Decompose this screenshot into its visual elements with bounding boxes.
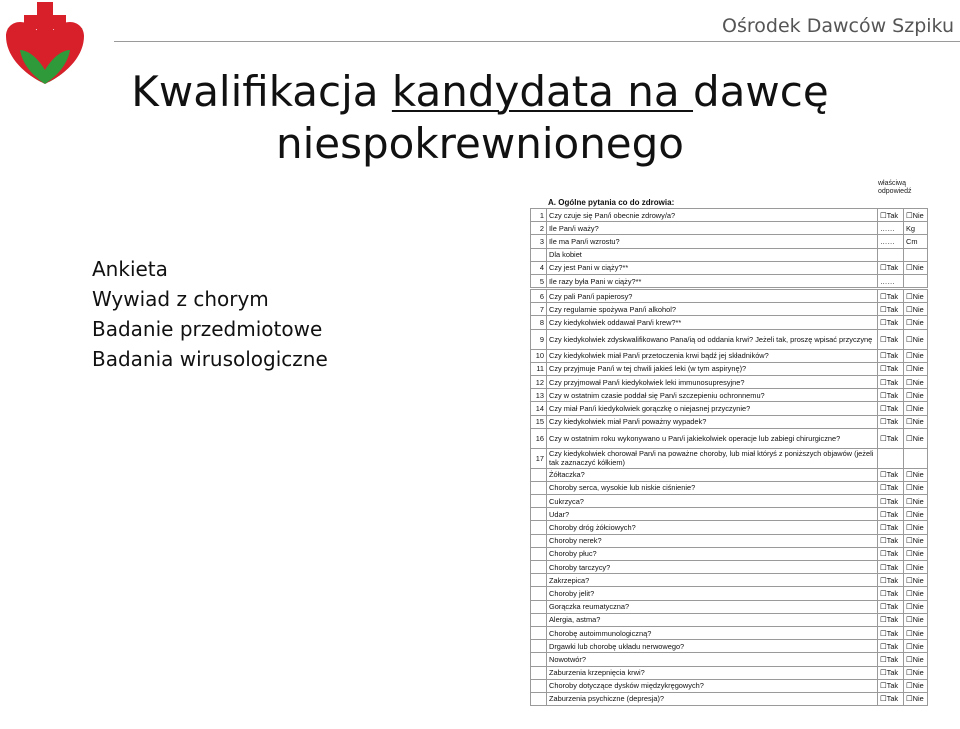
question-row — [531, 534, 928, 547]
question-text: Ile razy była Pani w ciąży?** — [547, 274, 878, 287]
question-row — [531, 600, 928, 613]
section-title: A. Ogólne pytania co do zdrowia: — [548, 198, 675, 207]
question-number — [531, 547, 547, 560]
answer-no-option[interactable]: ☐Nie — [904, 679, 928, 692]
answer-no-option[interactable]: ☐Nie — [904, 375, 928, 388]
question-row — [531, 389, 928, 402]
question-number — [531, 653, 547, 666]
answer-no-option[interactable]: ☐Nie — [904, 481, 928, 494]
answer-yes-option[interactable]: ☐Tak — [878, 375, 904, 388]
answer-no-option[interactable]: ☐Nie — [904, 561, 928, 574]
answer-no-option[interactable]: ☐Nie — [904, 653, 928, 666]
question-text: Ile ma Pan/i wzrostu? — [547, 235, 878, 248]
answer-no-option[interactable]: ☐Nie — [904, 547, 928, 560]
question-number — [531, 521, 547, 534]
answer-yes-option[interactable]: ☐Tak — [878, 587, 904, 600]
question-number — [531, 561, 547, 574]
answer-no-option[interactable]: ☐Nie — [904, 587, 928, 600]
question-text: Ile Pan/i waży? — [547, 222, 878, 235]
question-number: 6 — [531, 290, 547, 303]
questions-table-part-1 — [530, 208, 928, 288]
question-number: 5 — [531, 274, 547, 287]
answer-no-option[interactable]: ☐Nie — [904, 495, 928, 508]
answer-yes-option[interactable]: ☐Tak — [878, 415, 904, 428]
answer-yes-option[interactable]: ☐Tak — [878, 468, 904, 481]
question-text: Choroby dotyczące dysków międzykręgowych? — [547, 679, 878, 692]
bullet-item: Wywiad z chorym — [92, 287, 269, 311]
question-row — [531, 587, 928, 600]
org-name: Ośrodek Dawców Szpiku — [722, 15, 954, 37]
question-number — [531, 666, 547, 679]
answer-yes-option[interactable]: ☐Tak — [878, 495, 904, 508]
answer-yes-option[interactable]: ☐Tak — [878, 303, 904, 316]
answer-no-option: Kg — [904, 222, 928, 235]
question-row — [531, 508, 928, 521]
question-row — [531, 274, 928, 287]
question-row — [531, 574, 928, 587]
question-number: 9 — [531, 329, 547, 349]
question-number — [531, 692, 547, 705]
answer-no-option[interactable]: ☐Nie — [904, 349, 928, 362]
answer-no-option[interactable]: ☐Nie — [904, 508, 928, 521]
answer-no-option[interactable]: ☐Nie — [904, 316, 928, 329]
answer-yes-option: …… — [878, 274, 904, 287]
answer-yes-option: …… — [878, 235, 904, 248]
heart-cross-logo-icon — [0, 0, 90, 86]
caption-line: właściwą — [878, 180, 907, 187]
answer-yes-option[interactable]: ☐Tak — [878, 521, 904, 534]
logo — [0, 0, 90, 86]
question-text: Chorobę autoimmunologiczną? — [547, 626, 878, 639]
question-row — [531, 495, 928, 508]
question-text: Zaburzenia psychiczne (depresja)? — [547, 692, 878, 705]
question-text: Czy kiedykolwiek oddawał Pan/i krew?** — [547, 316, 878, 329]
question-text: Czy w ostatnim roku wykonywano u Pan/i jakiekolwiek operacje lub zabiegi chirurgiczne? — [547, 428, 878, 448]
title-part-1: Kwalifikacja — [131, 67, 392, 116]
answer-no-option — [904, 448, 928, 468]
answer-no-option[interactable]: ☐Nie — [904, 574, 928, 587]
question-text: Czy przyjmuje Pan/i w tej chwili jakieś leki (w tym aspirynę)? — [547, 362, 878, 375]
question-number: 3 — [531, 235, 547, 248]
question-number: 10 — [531, 349, 547, 362]
question-row — [531, 666, 928, 679]
answer-yes-option[interactable]: ☐Tak — [878, 508, 904, 521]
question-number — [531, 587, 547, 600]
question-row — [531, 653, 928, 666]
question-row — [531, 521, 928, 534]
question-row — [531, 329, 928, 349]
question-row — [531, 561, 928, 574]
answer-yes-option[interactable]: ☐Tak — [878, 600, 904, 613]
answer-yes-option[interactable]: ☐Tak — [878, 316, 904, 329]
question-number: 1 — [531, 209, 547, 222]
answer-yes-option[interactable]: ☐Tak — [878, 574, 904, 587]
answer-yes-option[interactable]: ☐Tak — [878, 547, 904, 560]
question-number: 7 — [531, 303, 547, 316]
question-number: 4 — [531, 261, 547, 274]
question-row — [531, 349, 928, 362]
answer-yes-option[interactable]: ☐Tak — [878, 209, 904, 222]
question-number — [531, 574, 547, 587]
question-row — [531, 222, 928, 235]
question-text: Czy czuje się Pan/i obecnie zdrowy/a? — [547, 209, 878, 222]
question-number: 17 — [531, 448, 547, 468]
answer-no-option[interactable]: ☐Nie — [904, 666, 928, 679]
question-row — [531, 481, 928, 494]
questions-table-part-2 — [530, 289, 928, 706]
question-text: Czy kiedykolwiek miał Pan/i przetoczenia krwi bądź jej składników? — [547, 349, 878, 362]
answer-yes-option — [878, 248, 904, 261]
question-number — [531, 640, 547, 653]
answer-yes-option — [878, 448, 904, 468]
question-text: Gorączka reumatyczna? — [547, 600, 878, 613]
answer-yes-option[interactable]: ☐Tak — [878, 692, 904, 705]
answer-no-option[interactable]: ☐Nie — [904, 290, 928, 303]
answer-yes-option[interactable]: ☐Tak — [878, 389, 904, 402]
question-row — [531, 415, 928, 428]
question-row — [531, 402, 928, 415]
question-row — [531, 248, 928, 261]
question-number — [531, 600, 547, 613]
question-text: Zaburzenia krzepnięcia krwi? — [547, 666, 878, 679]
answer-no-option[interactable]: ☐Nie — [904, 534, 928, 547]
question-text: Czy kiedykolwiek miał Pan/i poważny wypadek? — [547, 415, 878, 428]
answer-yes-option[interactable]: ☐Tak — [878, 428, 904, 448]
question-text: Nowotwór? — [547, 653, 878, 666]
question-number: 16 — [531, 428, 547, 448]
answer-yes-option[interactable]: ☐Tak — [878, 261, 904, 274]
answer-no-option[interactable]: ☐Nie — [904, 389, 928, 402]
answer-no-option[interactable]: ☐Nie — [904, 600, 928, 613]
answer-no-option[interactable]: ☐Nie — [904, 626, 928, 639]
answer-yes-option[interactable]: ☐Tak — [878, 613, 904, 626]
question-number: 12 — [531, 375, 547, 388]
answer-yes-option[interactable]: ☐Tak — [878, 329, 904, 349]
question-number: 13 — [531, 389, 547, 402]
question-number — [531, 626, 547, 639]
answer-no-option[interactable]: ☐Nie — [904, 692, 928, 705]
question-number — [531, 481, 547, 494]
answer-no-option[interactable]: ☐Nie — [904, 521, 928, 534]
title-underlined: kandydata na — [391, 67, 694, 116]
question-number — [531, 248, 547, 261]
title-part-2: dawcę — [693, 67, 829, 116]
question-text: Alergia, astma? — [547, 613, 878, 626]
question-row — [531, 375, 928, 388]
question-text: Czy jest Pani w ciąży?** — [547, 261, 878, 274]
title-line-2: niespokrewnionego — [275, 119, 685, 168]
question-text: Czy pali Pan/i papierosy? — [547, 290, 878, 303]
bullet-list — [92, 254, 328, 374]
bullet-item: Badanie przedmiotowe — [92, 317, 323, 341]
answer-no-option[interactable]: ☐Nie — [904, 362, 928, 375]
question-number — [531, 508, 547, 521]
question-number: 11 — [531, 362, 547, 375]
question-text: Choroby jelit? — [547, 587, 878, 600]
questionnaire-form — [530, 180, 930, 729]
question-text: Choroby dróg żółciowych? — [547, 521, 878, 534]
question-row — [531, 468, 928, 481]
question-row — [531, 640, 928, 653]
answer-yes-option[interactable]: ☐Tak — [878, 666, 904, 679]
question-text: Udar? — [547, 508, 878, 521]
header-divider — [114, 41, 960, 42]
question-number — [531, 468, 547, 481]
answer-no-option[interactable]: ☐Nie — [904, 209, 928, 222]
answer-yes-option[interactable]: ☐Tak — [878, 534, 904, 547]
question-row — [531, 235, 928, 248]
question-row — [531, 428, 928, 448]
answer-yes-option[interactable]: ☐Tak — [878, 626, 904, 639]
question-row — [531, 362, 928, 375]
answer-yes-option[interactable]: ☐Tak — [878, 640, 904, 653]
question-row — [531, 448, 928, 468]
answer-yes-option[interactable]: ☐Tak — [878, 349, 904, 362]
question-text: Choroby tarczycy? — [547, 561, 878, 574]
question-text: Zakrzepica? — [547, 574, 878, 587]
answer-yes-option[interactable]: ☐Tak — [878, 561, 904, 574]
answer-no-option[interactable]: ☐Nie — [904, 640, 928, 653]
bullet-item: Badania wirusologiczne — [92, 347, 328, 371]
question-number: 15 — [531, 415, 547, 428]
question-number: 8 — [531, 316, 547, 329]
question-row — [531, 547, 928, 560]
question-number — [531, 613, 547, 626]
answer-yes-option[interactable]: ☐Tak — [878, 653, 904, 666]
question-text: Choroby serca, wysokie lub niskie ciśnienie? — [547, 481, 878, 494]
question-text: Cukrzyca? — [547, 495, 878, 508]
question-text: Choroby płuc? — [547, 547, 878, 560]
answer-no-option[interactable]: ☐Nie — [904, 468, 928, 481]
question-text: Żółtaczka? — [547, 468, 878, 481]
question-row — [531, 626, 928, 639]
question-text: Dla kobiet — [547, 248, 878, 261]
answer-no-option[interactable]: ☐Nie — [904, 303, 928, 316]
question-row — [531, 261, 928, 274]
question-row — [531, 316, 928, 329]
question-number: 2 — [531, 222, 547, 235]
question-text: Czy przyjmował Pan/i kiedykolwiek leki immunosupresyjne? — [547, 375, 878, 388]
answer-column-caption — [878, 180, 911, 196]
answer-yes-option[interactable]: ☐Tak — [878, 362, 904, 375]
question-row — [531, 613, 928, 626]
question-text: Czy w ostatnim czasie poddał się Pan/i szczepieniu ochronnemu? — [547, 389, 878, 402]
question-text: Czy miał Pan/i kiedykolwiek gorączkę o niejasnej przyczynie? — [547, 402, 878, 415]
answer-no-option — [904, 248, 928, 261]
answer-no-option: Cm — [904, 235, 928, 248]
answer-yes-option[interactable]: ☐Tak — [878, 402, 904, 415]
question-row — [531, 303, 928, 316]
question-text: Czy regularnie spożywa Pan/i alkohol? — [547, 303, 878, 316]
question-text: Czy kiedykolwiek chorował Pan/i na poważne choroby, lub miał któryś z poniższych objawów (jeżeli tak zaznaczyć kółkiem) — [547, 448, 878, 468]
answer-no-option[interactable]: ☐Nie — [904, 329, 928, 349]
answer-no-option[interactable]: ☐Nie — [904, 261, 928, 274]
answer-yes-option[interactable]: ☐Tak — [878, 481, 904, 494]
bullet-item: Ankieta — [92, 257, 168, 281]
answer-no-option[interactable]: ☐Nie — [904, 428, 928, 448]
page-title — [100, 66, 860, 170]
answer-yes-option[interactable]: ☐Tak — [878, 679, 904, 692]
question-row — [531, 692, 928, 705]
answer-no-option — [904, 274, 928, 287]
answer-no-option[interactable]: ☐Nie — [904, 402, 928, 415]
question-text: Czy kiedykolwiek zdyskwalifikowano Pana/ią od oddania krwi? Jeżeli tak, proszę wpisać przyczynę — [547, 329, 878, 349]
question-row — [531, 209, 928, 222]
question-text: Choroby nerek? — [547, 534, 878, 547]
question-text: Drgawki lub chorobę układu nerwowego? — [547, 640, 878, 653]
answer-yes-option[interactable]: ☐Tak — [878, 290, 904, 303]
question-row — [531, 679, 928, 692]
question-row — [531, 290, 928, 303]
answer-no-option[interactable]: ☐Nie — [904, 415, 928, 428]
question-number — [531, 534, 547, 547]
question-number: 14 — [531, 402, 547, 415]
answer-yes-option: …… — [878, 222, 904, 235]
answer-no-option[interactable]: ☐Nie — [904, 613, 928, 626]
question-number — [531, 679, 547, 692]
caption-line: odpowiedź — [878, 188, 912, 195]
title-line-1 — [100, 66, 860, 118]
question-number — [531, 495, 547, 508]
